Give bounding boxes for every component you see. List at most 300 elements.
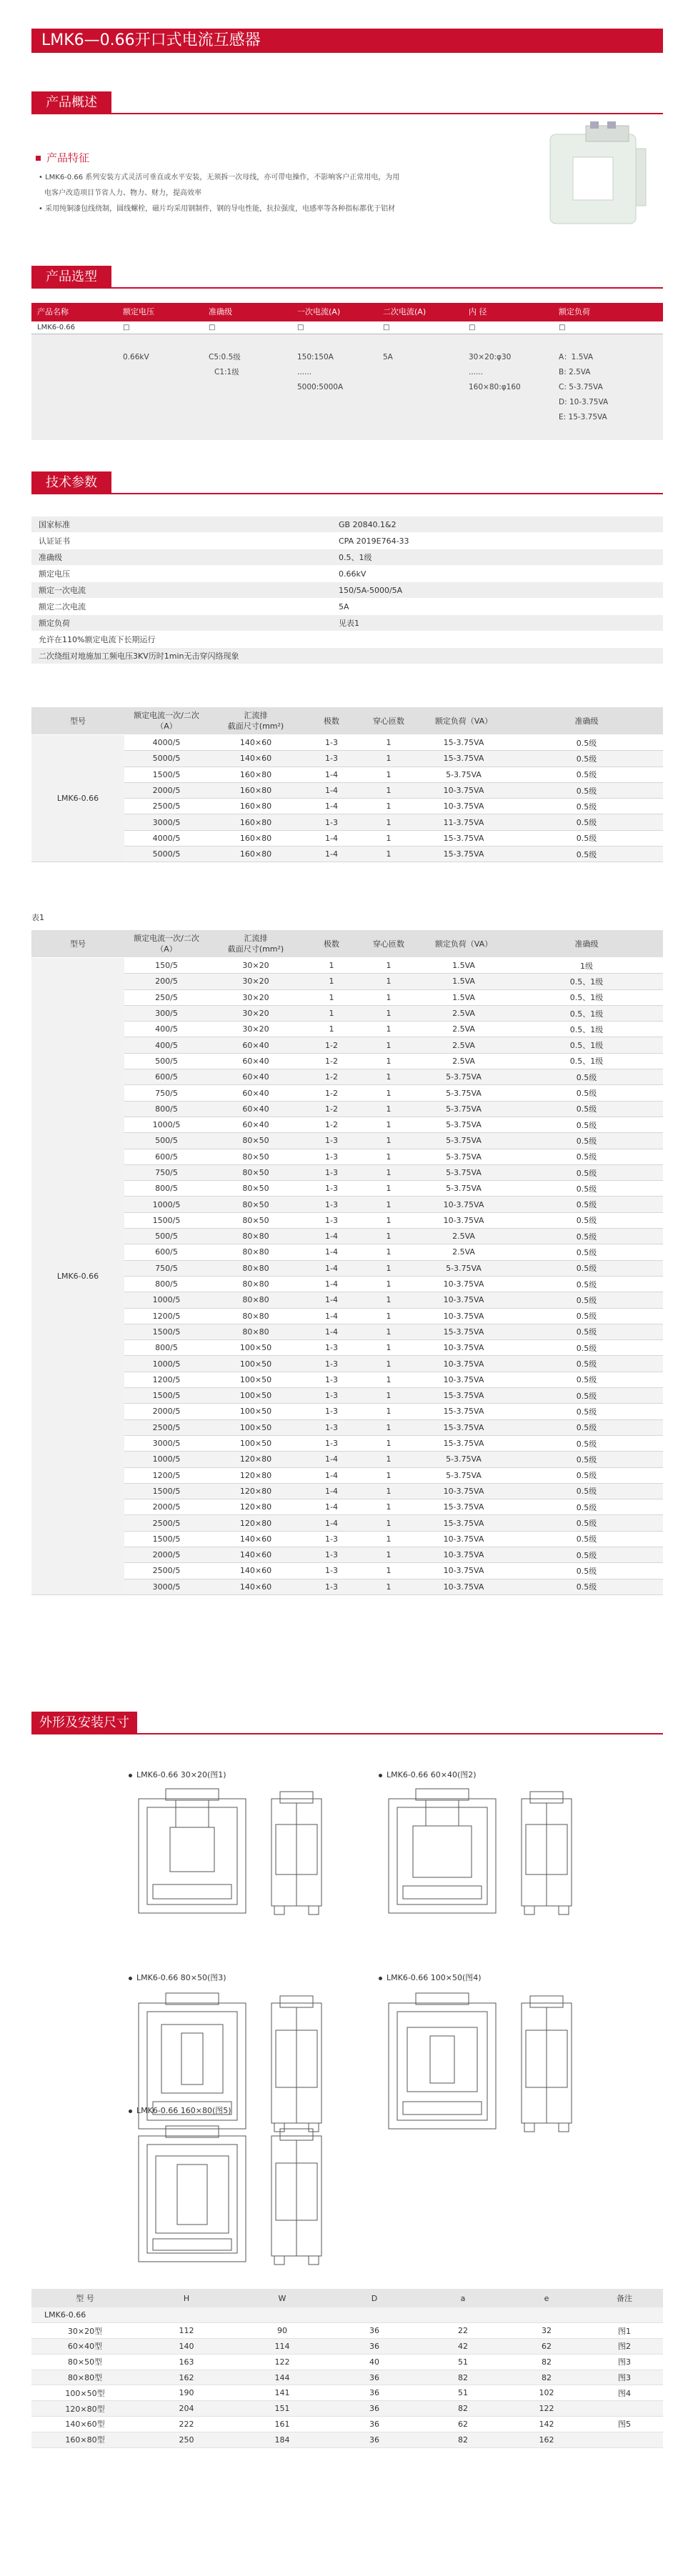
bullet-icon [129,1977,132,1980]
table-cell: 1 [360,1324,417,1339]
opt-load-item: B: 2.5VA [559,368,591,376]
section-divider [31,287,663,289]
table-cell: 0.5级 [510,1340,663,1356]
table-cell: 图1 [586,2323,663,2339]
table-cell: 2000/5 [124,1547,209,1562]
opt-inner-item: 30×20:φ30 [469,353,512,361]
table-cell: 1-2 [303,1053,360,1069]
sel-cell: □ [469,324,476,331]
opt-load-item: A：1.5VA [559,353,594,361]
param-label: 国家标准 [39,520,70,529]
table-cell: 120×80 [209,1499,303,1515]
table-cell: 1-3 [303,1149,360,1164]
table-cell: 600/5 [124,1069,209,1085]
section-selection-label: 产品选型 [31,266,111,289]
table-cell: 80×50 [209,1181,303,1197]
section-divider [31,113,663,114]
table-cell: 5-3.75VA [417,1133,510,1149]
section-dims [31,1712,663,1734]
selection-options [31,334,663,440]
table-cell: 0.5级 [510,1467,663,1483]
column-header [31,930,124,958]
param-label: 认证证书 [39,536,70,546]
column-header: 备注 [586,2289,663,2307]
table-cell: 500/5 [124,1133,209,1149]
param-label: 准确级 [39,553,62,562]
table-cell: 2000/5 [124,1499,209,1515]
drawing-caption [379,1972,482,1983]
table-cell: 82 [507,2354,586,2370]
table-cell: 42 [419,2339,507,2355]
table-cell: 图2 [586,2339,663,2355]
table-cell: 0.5级 [510,1435,663,1451]
outline-drawing-icon [129,1784,364,1927]
table-cell: 2.5VA [417,1022,510,1037]
table-cell: 1 [360,958,417,974]
table-cell: 15-3.75VA [417,847,510,862]
table-cell [330,2307,419,2323]
table-cell: 160×80 [209,799,303,814]
table-cell: 150/5 [124,958,209,974]
column-header [303,707,360,735]
column-header-text: 汇流排 [244,711,268,720]
sel-header-load: 额定负荷 [559,307,590,316]
table-cell: 3000/5 [124,814,209,830]
table-cell: 10-3.75VA [417,1292,510,1308]
table-row [31,974,663,989]
table-cell: 750/5 [124,1260,209,1276]
column-header-text: （A） [156,944,177,954]
table-cell: 204 [139,2401,234,2417]
table-cell: 222 [139,2417,234,2432]
param-value: 0.5、1级 [339,553,372,562]
table-cell: 140×60 [209,1579,303,1594]
table-cell: 2500/5 [124,1515,209,1531]
model-cell: LMK6-0.66 [31,735,124,862]
table-cell: 120×80 [209,1452,303,1467]
table-row [31,1340,663,1356]
drawing-2 [379,1769,614,1933]
table-cell: 1-3 [303,735,360,751]
table-cell: 500/5 [124,1053,209,1069]
table-row [31,1197,663,1212]
opt-primary-item: 5000:5000A [297,383,344,391]
table-cell: 1 [303,974,360,989]
table-cell: 1-3 [303,1404,360,1419]
table-cell: 300/5 [124,1005,209,1021]
table-cell: 1-4 [303,1499,360,1515]
table-cell: 5-3.75VA [417,1117,510,1132]
table-cell: 1 [303,958,360,974]
table-cell: 140×60 [209,1531,303,1547]
table-cell: 10-3.75VA [417,1531,510,1547]
table-cell: 1000/5 [124,1197,209,1212]
dimension-table [31,2289,663,2448]
table-cell: 15-3.75VA [417,1435,510,1451]
table-row [31,1483,663,1499]
column-header [209,707,303,735]
table-cell: 1-3 [303,1356,360,1372]
table-cell: 0.5级 [510,1499,663,1515]
sel-header-inner: 内 径 [469,307,487,316]
table-row [31,2339,663,2355]
table-cell: 1-2 [303,1085,360,1101]
table-cell: 120×80 [209,1483,303,1499]
opt-inner [469,350,521,395]
model-cell: LMK6-0.66 [31,958,124,1595]
column-header-text: 极数 [324,939,339,949]
table-cell: 80×50 [209,1133,303,1149]
table-cell: 0.5级 [510,1164,663,1180]
table-cell: 1500/5 [124,1212,209,1228]
table-cell: 1000/5 [124,1452,209,1467]
table-cell [586,2401,663,2417]
table-cell: 120×80 [209,1467,303,1483]
table-cell: 102 [507,2385,586,2401]
table-cell: 1级 [510,958,663,974]
table-cell: 1 [360,1022,417,1037]
table-cell: 5-3.75VA [417,1452,510,1467]
table-row [31,1085,663,1101]
features-heading-text: 产品特征 [46,151,90,164]
table-cell: 1 [360,1467,417,1483]
table-cell: 2500/5 [124,799,209,814]
table-cell: 1 [360,1419,417,1435]
table-cell: 1-2 [303,1037,360,1053]
table-row [31,1181,663,1197]
table-cell: 15-3.75VA [417,1404,510,1419]
table-cell: 51 [419,2385,507,2401]
table-cell: 5-3.75VA [417,1260,510,1276]
table-cell: 1200/5 [124,1372,209,1387]
features-heading [36,150,89,165]
table-row [31,1069,663,1085]
table-cell: 0.5、1级 [510,1022,663,1037]
table-cell: 15-3.75VA [417,1324,510,1339]
table-cell: 600/5 [124,1244,209,1260]
param-row [31,598,663,614]
table-cell: 51 [419,2354,507,2370]
table-row [31,1229,663,1244]
table-cell: 36 [330,2401,419,2417]
table-row [31,1164,663,1180]
table-row [31,847,663,862]
opt-primary-item: 150:150A [297,353,334,361]
table-cell: 82 [419,2432,507,2447]
table-cell: 82 [419,2370,507,2385]
param-label: 额定负荷 [39,619,70,628]
table-cell: 0.5级 [510,1452,663,1467]
table-cell: 1-4 [303,1292,360,1308]
opt-load-item: D: 10-3.75VA [559,398,609,406]
table-cell: 30×20 [209,1022,303,1037]
column-header: e [507,2289,586,2307]
table-cell: 0.5级 [510,847,663,862]
sel-header-voltage: 额定电压 [123,307,154,316]
table-cell: 1 [360,782,417,798]
column-header: a [419,2289,507,2307]
table-cell: 1 [360,1356,417,1372]
table-cell: 1 [360,1388,417,1404]
table-cell: 1-4 [303,1229,360,1244]
table-row [31,1404,663,1419]
table-row [31,751,663,767]
table-cell: 190 [139,2385,234,2401]
table-cell: 1 [360,1372,417,1387]
table-cell: 250/5 [124,989,209,1005]
table-cell: 0.5级 [510,767,663,782]
param-row [31,631,663,647]
table-cell: 80×80型 [31,2370,139,2385]
table-row [31,1435,663,1451]
column-header [360,930,417,958]
table-cell: 1 [360,1212,417,1228]
bullet-icon [379,1977,382,1980]
column-header [31,707,124,735]
column-header [510,930,663,958]
column-header-text: 额定电流一次/二次 [134,934,199,943]
table-cell: 1-3 [303,1388,360,1404]
table-cell: 1 [360,1292,417,1308]
table-cell: 2500/5 [124,1419,209,1435]
table-cell: 0.5、1级 [510,1037,663,1053]
opt-voltage: 0.66kV [123,353,149,361]
model-cell: LMK6-0.66 [31,2307,139,2323]
table-cell: 100×50 [209,1388,303,1404]
column-header: W [234,2289,330,2307]
column-header-text: 额定电流一次/二次 [134,711,199,720]
table-cell: 1 [360,1005,417,1021]
column-header-text: 截面尺寸(mm²) [227,944,284,954]
table-row [31,1292,663,1308]
table-cell: 100×50 [209,1356,303,1372]
table-cell: 1 [360,1181,417,1197]
table-cell: 36 [330,2339,419,2355]
table-cell: 800/5 [124,1181,209,1197]
section-params [31,471,663,494]
table-cell: 1500/5 [124,1483,209,1499]
opt-load [559,350,608,425]
table-row [31,1372,663,1387]
table-cell: 1500/5 [124,1324,209,1339]
table-row [31,1276,663,1292]
drawing-caption [129,1769,226,1780]
table-cell: 1 [360,1452,417,1467]
outline-drawing-icon [129,2120,364,2274]
table-cell: 22 [419,2323,507,2339]
outline-drawing-icon [379,1784,614,1927]
table-cell: 30×20 [209,989,303,1005]
table-cell: 112 [139,2323,234,2339]
table-row [31,1499,663,1515]
param-row [31,549,663,565]
table-cell: 2.5VA [417,1244,510,1260]
column-header-text: （A） [156,722,177,731]
table-cell: 800/5 [124,1276,209,1292]
table-cell: 1-4 [303,1483,360,1499]
table-cell: 750/5 [124,1164,209,1180]
column-header-text: 型号 [70,939,86,949]
opt-load-item: C: 5-3.75VA [559,383,603,391]
table-cell: 160×80 [209,782,303,798]
table-cell: 80×50 [209,1197,303,1212]
table-cell: 142 [507,2417,586,2432]
table-cell: 161 [234,2417,330,2432]
table-cell: 5-3.75VA [417,767,510,782]
table-cell: 36 [330,2385,419,2401]
bullet-icon [36,156,41,161]
table-cell: 1-4 [303,1467,360,1483]
drawing-caption-text: LMK6-0.66 60×40(图2) [387,1770,477,1779]
column-header [124,707,209,735]
sel-cell: □ [383,324,390,331]
table-header-row [31,707,663,735]
table-cell: 1 [303,1005,360,1021]
table-cell: 800/5 [124,1101,209,1117]
param-label: 允许在110%额定电流下长期运行 [39,635,156,644]
table-cell: 5-3.75VA [417,1149,510,1164]
sel-header-accuracy: 准确级 [209,307,232,316]
table-cell: 1 [360,1053,417,1069]
table-cell: 400/5 [124,1037,209,1053]
table-cell: 10-3.75VA [417,1308,510,1324]
table-cell: 163 [139,2354,234,2370]
table-row [31,799,663,814]
param-row [31,647,663,664]
param-row [31,532,663,549]
table-row [31,830,663,846]
table-cell: 1.5VA [417,958,510,974]
table-cell: 1-4 [303,767,360,782]
column-header-text: 穿心匝数 [373,716,404,726]
table-row [31,2354,663,2370]
param-value: 见表1 [339,619,359,628]
column-header [360,707,417,735]
table-row [31,1212,663,1228]
section-params-label: 技术参数 [31,471,111,494]
param-label: 二次绕组对地施加工频电压3KV历时1min无击穿闪络现象 [39,652,239,661]
table-cell: 120×80 [209,1515,303,1531]
table-row [31,1356,663,1372]
table-cell: 140×60 [209,751,303,767]
param-row [31,614,663,631]
table-cell: 0.5、1级 [510,1005,663,1021]
param-row [31,581,663,598]
table-cell: 2.5VA [417,1005,510,1021]
table-cell: 1-4 [303,1260,360,1276]
table-cell: 0.5级 [510,1308,663,1324]
column-header-text: 型号 [70,716,86,726]
table-cell: 图3 [586,2354,663,2370]
table-cell: 1-4 [303,799,360,814]
table-cell: 60×40 [209,1037,303,1053]
table-cell: 1-3 [303,1547,360,1562]
opt-inner-item: 160×80:φ160 [469,383,521,391]
table-row [31,1547,663,1562]
table-cell: 140×60 [209,735,303,751]
table-row [31,1133,663,1149]
param-row [31,565,663,581]
opt-accuracy [209,350,241,380]
table-cell: 750/5 [124,1085,209,1101]
param-value: 0.66kV [339,569,367,579]
table-cell: 1 [360,1101,417,1117]
table-cell: 80×80 [209,1324,303,1339]
table-row [31,782,663,798]
table-cell: 30×20 [209,958,303,974]
table-row [31,1260,663,1276]
table-cell: 1000/5 [124,1356,209,1372]
table-cell: 160×80型 [31,2432,139,2447]
table-cell: 1 [360,1149,417,1164]
table-cell: 2000/5 [124,1404,209,1419]
table-cell: 2500/5 [124,1563,209,1579]
table-cell: 10-3.75VA [417,1356,510,1372]
table-cell: 5-3.75VA [417,1069,510,1085]
table-cell: 500/5 [124,1229,209,1244]
table-cell: 0.5级 [510,735,663,751]
section-divider [31,493,663,494]
opt-secondary: 5A [383,353,393,361]
table-cell: 2.5VA [417,1053,510,1069]
table-row [31,2417,663,2432]
column-header: D [330,2289,419,2307]
table-cell: 100×50 [209,1340,303,1356]
table-cell: 80×80 [209,1244,303,1260]
table-cell: 1 [360,1515,417,1531]
table-row [31,1563,663,1579]
table-cell: 0.5级 [510,1531,663,1547]
table-cell: 1-3 [303,1133,360,1149]
table-cell: 1 [360,847,417,862]
table-cell: 80×80 [209,1308,303,1324]
table-row [31,767,663,782]
table-cell: 0.5级 [510,1515,663,1531]
table-cell: 36 [330,2323,419,2339]
table-cell: 1 [360,830,417,846]
column-header [417,930,510,958]
table-cell: 1-4 [303,782,360,798]
column-header [417,707,510,735]
table-cell: 1500/5 [124,767,209,782]
product-photo-icon [529,120,657,231]
column-header-text: 准确级 [574,939,599,949]
sel-header-primary: 一次电流(A) [297,307,341,316]
sel-cell: □ [123,324,130,331]
table-cell: 1 [360,974,417,989]
table-cell: 0.5级 [510,1372,663,1387]
table-cell: 184 [234,2432,330,2447]
feature-line-3: • 采用纯铜漆包线绕制，圆线螺栓，磁片均采用钢制件，钢的导电性能，抗拉强度，电感率等各种指标都优于铝材 [39,205,396,213]
drawing-caption-text: LMK6-0.66 30×20(图1) [136,1770,226,1779]
column-header: H [139,2289,234,2307]
table-row [31,2370,663,2385]
table-cell: 0.5、1级 [510,989,663,1005]
section-dims-label: 外形及安装尺寸 [31,1712,137,1734]
table-cell: 162 [507,2432,586,2447]
column-header-text: 额定负荷（VA） [434,939,493,949]
table-cell: 400/5 [124,1022,209,1037]
table-cell: 1-3 [303,751,360,767]
table-cell: 0.5级 [510,1085,663,1101]
opt-primary-item: ...... [297,368,312,376]
table-row [31,1452,663,1467]
opt-accuracy-item: C5:0.5级 [209,353,241,361]
table-row [31,1053,663,1069]
table-row [31,1467,663,1483]
table-cell: 62 [419,2417,507,2432]
table-cell: 160×80 [209,767,303,782]
